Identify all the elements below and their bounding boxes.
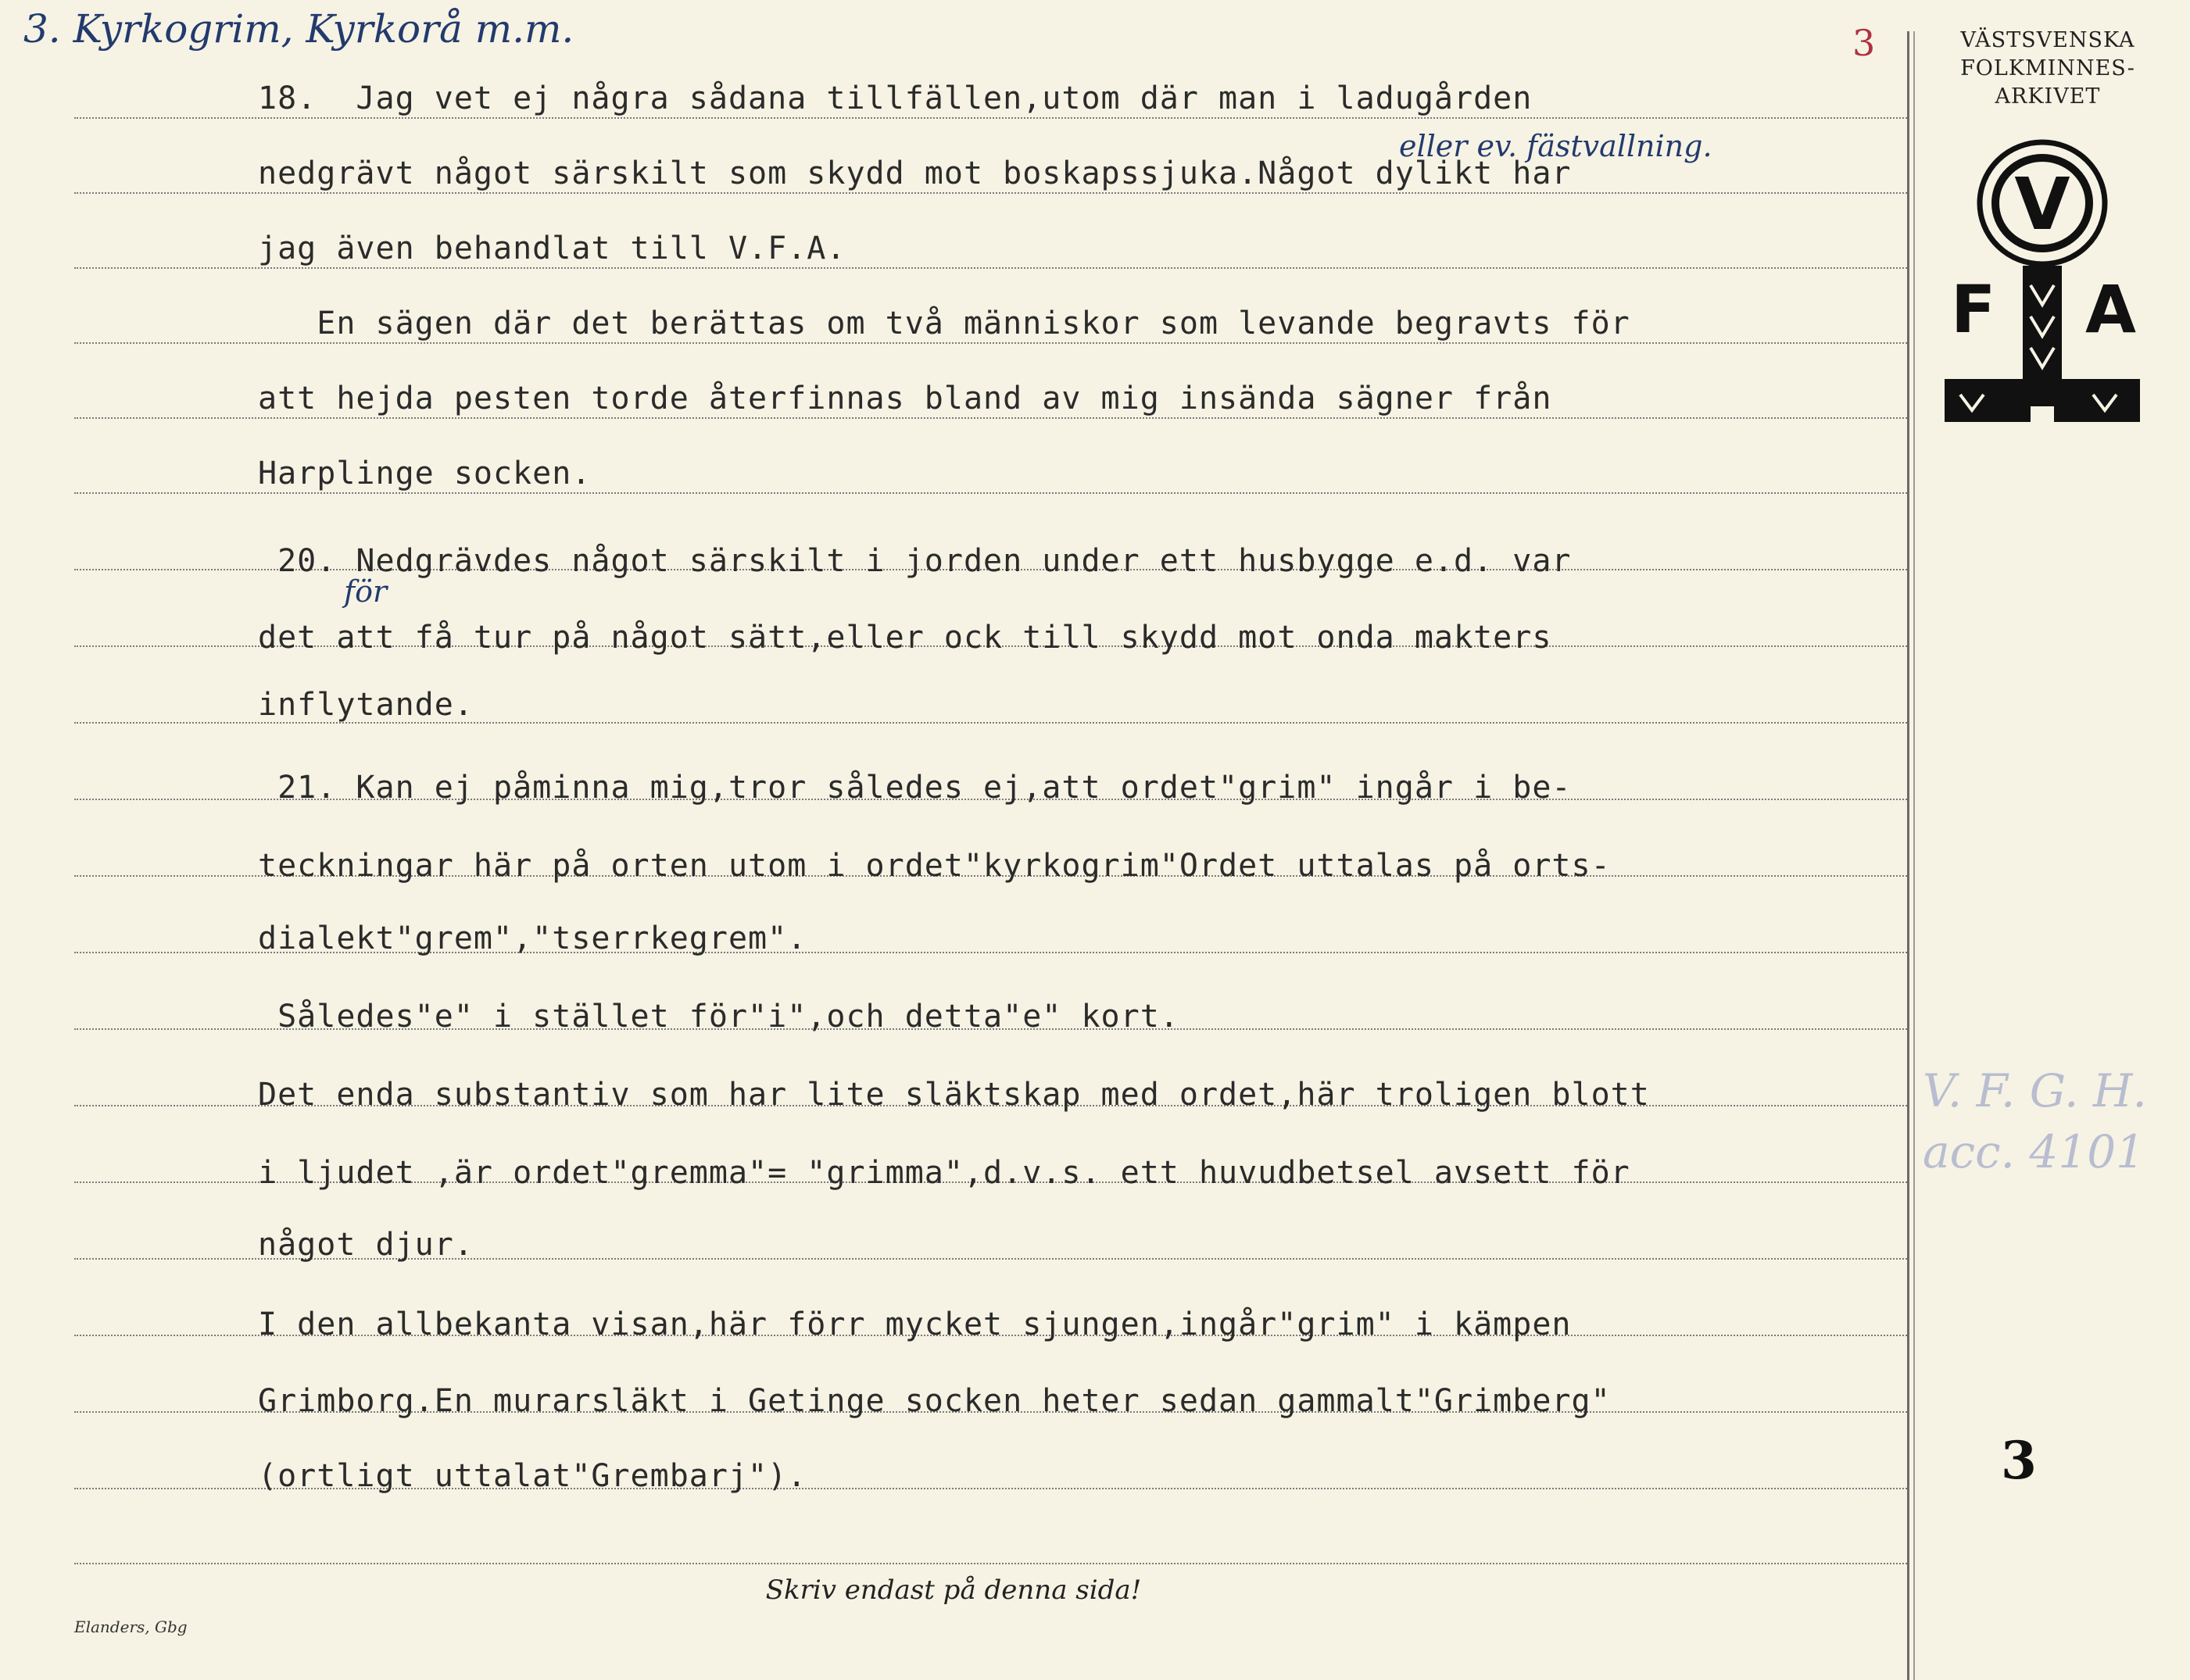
- text-line: (ortligt uttalat"Grembarj").: [258, 1458, 807, 1494]
- ruled-line: [74, 492, 1907, 494]
- archive-stamp-accession: acc. 4101: [1923, 1125, 2145, 1178]
- text-line: En sägen där det berättas om två människor som levande begravts för: [258, 306, 1630, 341]
- text-line: att hejda pesten torde återfinnas bland av mig insända sägner från: [258, 381, 1552, 416]
- page-mark: 3: [1852, 22, 1876, 64]
- handwritten-insertion: för: [344, 574, 388, 609]
- side-page-number: 3: [2001, 1430, 2037, 1491]
- ruled-line: [74, 1563, 1907, 1564]
- ruled-line: [74, 267, 1907, 269]
- text-line: det att få tur på något sätt,eller ock till skydd mot onda makters: [258, 620, 1552, 656]
- handwritten-header-note: 3. Kyrkogrim, Kyrkorå m.m.: [23, 6, 574, 52]
- text-line: 21. Kan ej påminna mig,tror således ej,att ordet"grim" ingår i be-: [258, 770, 1572, 806]
- logo-letter-v: V: [2014, 163, 2070, 246]
- margin-line: [1907, 31, 1909, 1680]
- handwritten-insertion: eller ev. fästvallning.: [1399, 129, 1712, 163]
- text-line: i ljudet ,är ordet"gremma"= "grimma",d.v.s. ett huvudbetsel avsett för: [258, 1155, 1630, 1191]
- text-line: teckningar här på orten utom i ordet"kyrkogrim"Ordet uttalas på orts-: [258, 848, 1611, 884]
- text-line: 20. Nedgrävdes något särskilt i jorden under ett husbygge e.d. var: [258, 543, 1572, 579]
- logo-letter-f: F: [1951, 271, 1996, 348]
- text-line: 18. Jag vet ej några sådana tillfällen,utom där man i ladugården: [258, 80, 1533, 116]
- ruled-line: [74, 417, 1907, 419]
- margin-line-secondary: [1913, 31, 1915, 1680]
- text-line: Således"e" i stället för"i",och detta"e" kort.: [258, 999, 1179, 1035]
- ruled-line: [74, 192, 1907, 194]
- text-line: något djur.: [258, 1227, 474, 1263]
- text-line: Det enda substantiv som har lite släktskap med ordet,här troligen blott: [258, 1077, 1650, 1113]
- printer-mark: Elanders, Gbg: [74, 1617, 188, 1636]
- ruled-line: [74, 117, 1907, 119]
- archive-name-line: FOLKMINNES-: [1960, 56, 2135, 80]
- archive-name-line: VÄSTSVENSKA: [1960, 28, 2135, 52]
- archive-stamp: V. F. G. H.: [1923, 1064, 2147, 1117]
- text-line: I den allbekanta visan,här förr mycket sjungen,ingår"grim" i kämpen: [258, 1306, 1572, 1342]
- footer-instruction: Skriv endast på denna sida!: [765, 1575, 1142, 1606]
- text-line: nedgrävt något särskilt som skydd mot boskapssjuka.Något dylikt har: [258, 155, 1572, 191]
- logo-letter-a: A: [2085, 271, 2137, 348]
- archive-name: [1931, 27, 2165, 111]
- text-line: dialekt"grem","tserrkegrem".: [258, 920, 807, 956]
- ruled-line: [74, 342, 1907, 344]
- text-line: jag även behandlat till V.F.A.: [258, 231, 846, 266]
- text-line: Grimborg.En murarsläkt i Getinge socken heter sedan gammalt"Grimberg": [258, 1383, 1611, 1419]
- vfa-logo: [1937, 137, 2148, 434]
- text-line: Harplinge socken.: [258, 456, 592, 491]
- text-line: inflytande.: [258, 687, 474, 723]
- archive-name-line: ARKIVET: [1995, 84, 2101, 109]
